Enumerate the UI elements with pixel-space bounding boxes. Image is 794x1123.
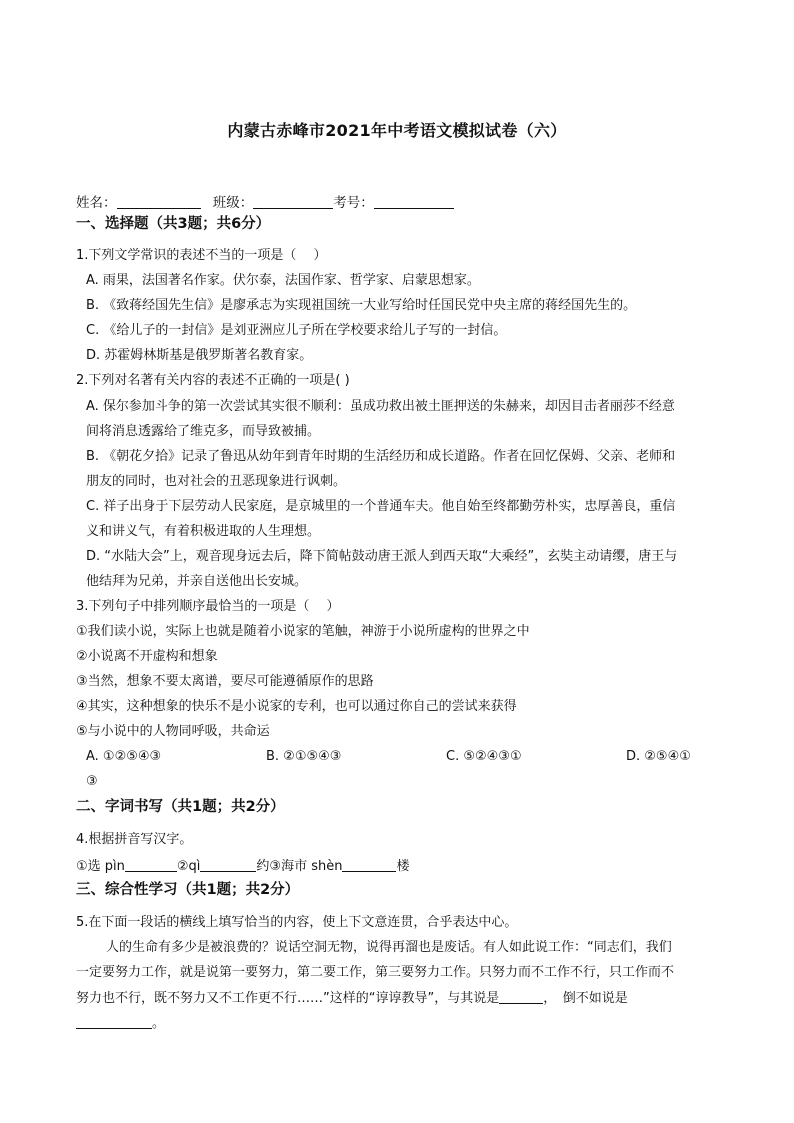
question-2-option-d[interactable]: D. “水陆大会”上，观音现身远去后，降下简帖鼓动唐王派人到西天取“大乘经”，玄奘主动请缨，唐王与 [86,549,678,564]
question-5-stem: 5.在下面一段话的横线上填写恰当的内容，使上下文意连贯，合乎表达中心。 [76,915,518,930]
question-1-option-b[interactable]: B. 《致蒋经国先生信》是廖承志为实现祖国统一大业写给时任国民党中央主席的蒋经国先生的。 [86,298,637,313]
pinyin-3: 约③海市 shèn [256,859,343,874]
question-3-option-a[interactable]: A. ①②⑤④③ [86,749,162,764]
answer-blank-5b[interactable] [76,1014,152,1029]
question-5-paragraph-line-2: 一定要努力工作，就是说第一要努力，第二要工作，第三要努力工作。只努力而不工作不行，只工作而不 [76,965,675,980]
question-2-option-a[interactable]: A. 保尔参加斗争的第一次尝试其实很不顺利：虽成功救出被土匪押送的朱赫来，却因目击者丽莎不经意 [86,399,675,414]
question-1-option-a[interactable]: A. 雨果，法国著名作家。伏尔泰，法国作家、哲学家、启蒙思想家。 [86,273,480,288]
class-label: 班级： [212,195,254,211]
pinyin-1: ①选 pìn [76,859,125,874]
section-heading-3: 三、综合性学习（共1题；共2分） [76,882,300,898]
question-4-blanks [76,857,409,876]
question-3-sentence-1: ①我们读小说，实际上也就是随着小说家的笔触，神游于小说所虚构的世界之中 [76,624,530,639]
question-3-option-d[interactable]: D. ②⑤④① [626,749,691,764]
student-info-row [76,191,454,211]
question-2-option-b[interactable]: B. 《朝花夕拾》记录了鲁迅从幼年到青年时期的生活经历和成长道路。作者在回忆保姆、父亲、老师和 [86,449,676,464]
question-5-paragraph-line-1: 人的生命有多少是被浪费的？说话空洞无物，说得再溜也是废话。有人如此说工作：“同志们，我们 [106,940,672,955]
question-3-sentence-2: ②小说离不开虚构和想象 [76,649,218,664]
name-label: 姓名： [76,195,117,211]
question-3-stem: 3.下列句子中排列顺序最恰当的一项是（ ） [76,599,340,614]
question-4-stem: 4.根据拼音写汉字。 [76,832,193,847]
question-2-option-a-cont[interactable]: 间将消息透露给了维克多，而导致被捕。 [86,424,321,439]
section-heading-2: 二、字词书写（共1题；共2分） [76,799,285,815]
question-2-option-c-cont[interactable]: 义和讲义气，有着积极进取的人生理想。 [86,524,321,539]
section-heading-1: 一、选择题（共3题；共6分） [76,216,271,232]
pinyin-4: 楼 [396,859,410,874]
page-title: 内蒙古赤峰市2021年中考语文模拟试卷（六） [227,121,567,140]
question-1-option-c[interactable]: C. 《给儿子的一封信》是刘亚洲应儿子所在学校要求给儿子写的一封信。 [86,323,507,338]
class-field[interactable] [253,194,333,209]
question-2-option-c[interactable]: C. 祥子出身于下层劳动人民家庭，是京城里的一个普通车夫。他自始至终都勤劳朴实，忠厚善良，重信 [86,499,676,514]
question-3-sentence-3: ③当然，想象不要太离谱，要尽可能遵循原作的思路 [76,674,374,689]
question-2-option-b-cont[interactable]: 朋友的同时，也对社会的丑恶现象进行讽刺。 [86,474,347,489]
question-5-paragraph-line-3: 努力也不行，既不努力又不工作更不行……”这样的“谆谆教导”，与其说是 ， 倒不如说是 [76,991,628,1006]
answer-blank-2[interactable] [200,857,256,872]
answer-blank-3[interactable] [342,857,396,872]
question-1-stem: 1.下列文学常识的表述不当的一项是（ ） [76,248,327,263]
question-3-option-b[interactable]: B. ②①⑤④③ [266,749,342,764]
exam-no-label: 考号： [333,195,374,211]
exam-no-field[interactable] [374,194,454,209]
answer-blank-5a[interactable] [499,989,543,1004]
question-2-option-d-cont[interactable]: 他结拜为兄弟，并亲自送他出长安城。 [86,574,308,589]
question-5-paragraph-line-4: 。 [76,1014,165,1033]
question-3-option-c[interactable]: C. ⑤②④③① [446,749,522,764]
question-1-option-d[interactable]: D. 苏霍姆林斯基是俄罗斯著名教育家。 [86,348,313,363]
question-3-sentence-5: ⑤与小说中的人物同呼吸，共命运 [76,724,270,739]
question-3-sentence-4: ④其实，这种想象的快乐不是小说家的专利，也可以通过你自己的尝试来获得 [76,699,517,714]
name-field[interactable] [117,194,201,209]
question-2-stem: 2.下列对名著有关内容的表述不正确的一项是( ) [76,373,350,388]
question-3-option-d-cont[interactable]: ③ [86,774,98,789]
pinyin-2: ②qì [176,859,201,874]
answer-blank-1[interactable] [125,857,177,872]
